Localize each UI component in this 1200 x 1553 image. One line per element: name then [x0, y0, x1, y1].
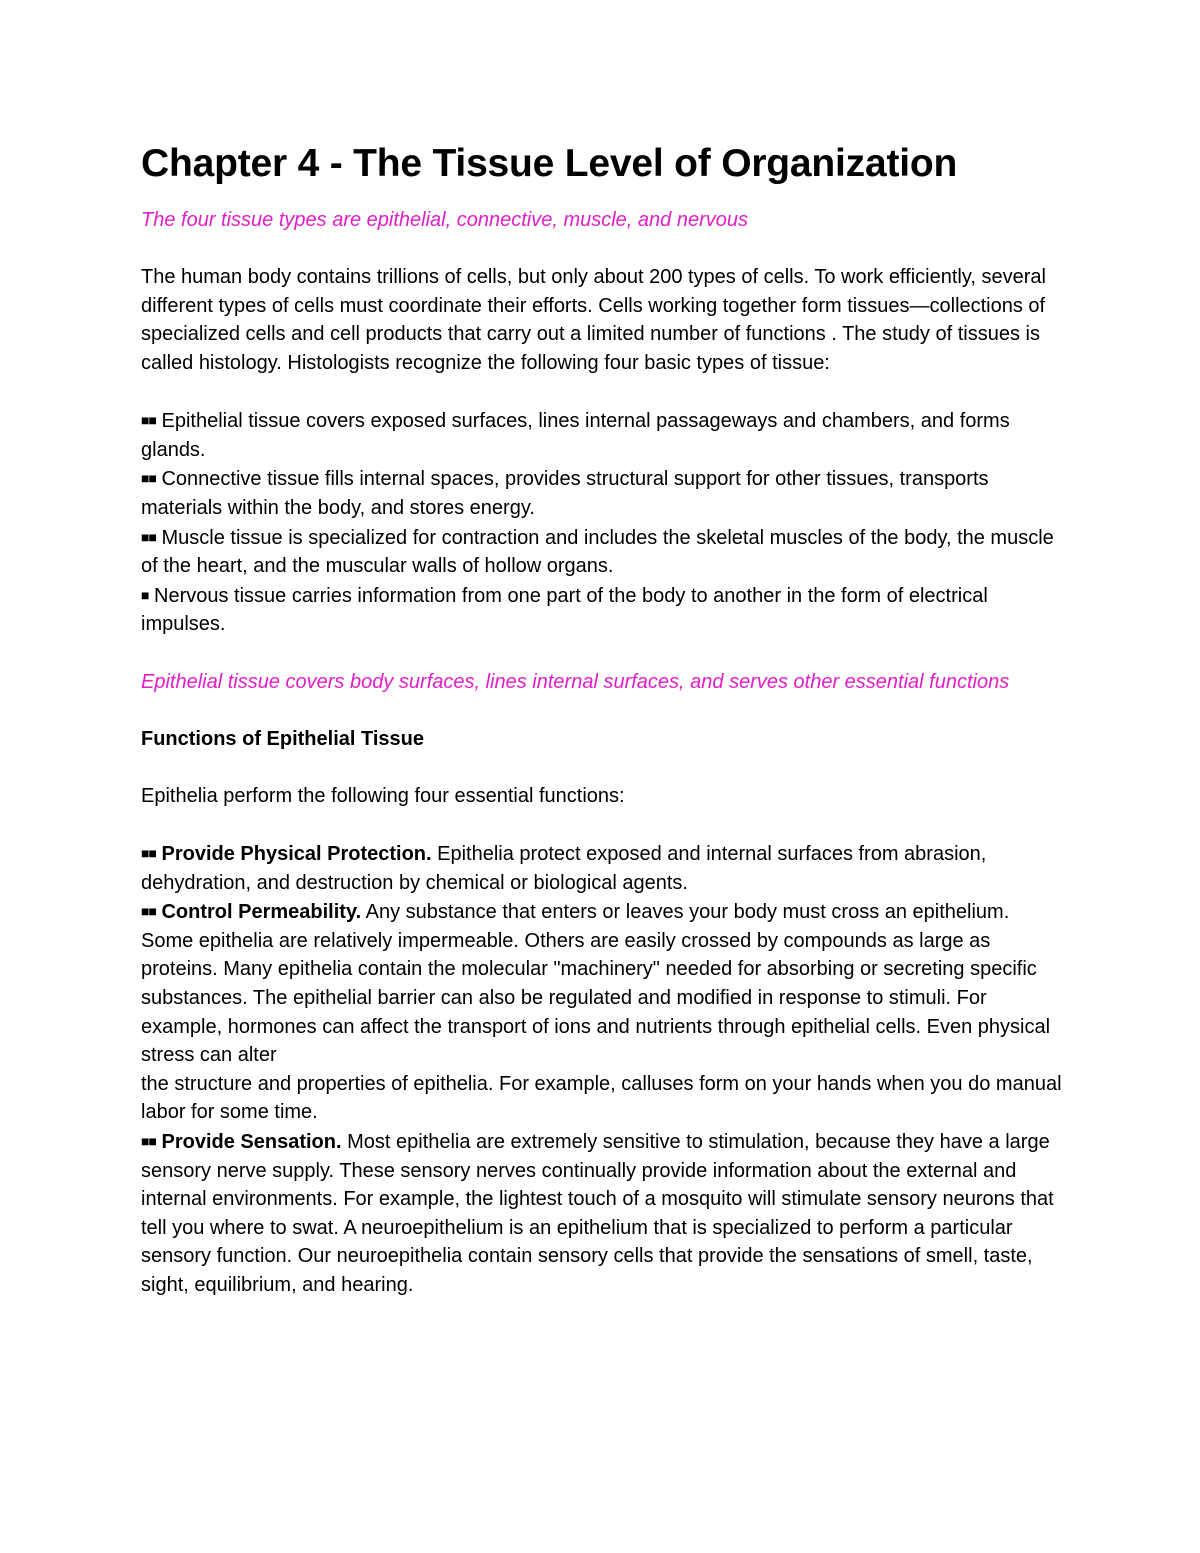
- list-item-text: Most epithelia are extremely sensitive to stimulation, because they have a large sensory nerve supply. These sensory nerves continually provide information about the external and internal environments. For example, the lightest touch of a mosquito will stimulate sensory neurons that tell you where to swat. A neuroepithelium is an epithelium that is specialized to perform a particular sensory function. Our neuroepithelia contain sensory cells that provide the sensations of smell, taste, sight, equilibrium, and hearing.: [141, 1131, 1054, 1296]
- list-item: [141, 839, 1066, 897]
- list-item-continuation: [141, 1070, 1066, 1127]
- section-heading: Functions of Epithelial Tissue: [141, 727, 424, 750]
- function-label: Control Permeability.: [161, 901, 362, 924]
- list-item: [141, 406, 1066, 464]
- spacer: [141, 378, 1066, 407]
- list-item-text: Epithelia protect exposed and internal surfaces from abrasion, dehydration, and destruction by chemical or biological agents.: [141, 843, 987, 894]
- list-item-text: the structure and properties of epithelia. For example, calluses form on your hands when you do manual labor for some time.: [141, 1072, 1062, 1124]
- tissue-types-list: [141, 406, 1066, 639]
- function-label: Provide Sensation.: [161, 1131, 342, 1153]
- bullet-square-icon: ■■: [141, 903, 156, 920]
- function-label: Provide Physical Protection.: [161, 843, 432, 866]
- list-item-text: Epithelial tissue covers exposed surfaces, lines internal passageways and chambers, and forms glands.: [141, 410, 1010, 461]
- subtitle-tissue-types: The four tissue types are epithelial, connective, muscle, and nervous: [141, 209, 748, 231]
- subtitle-epithelial: Epithelial tissue covers body surfaces, lines internal surfaces, and serves other essential functions: [141, 670, 1010, 693]
- bullet-square-icon: ■■: [141, 845, 156, 862]
- list-item: [141, 1127, 1066, 1300]
- list-item: [141, 897, 1066, 1070]
- bullet-square-icon: ■■: [141, 528, 156, 545]
- bullet-square-icon: ■: [141, 586, 149, 603]
- list-item-text: Any substance that enters or leaves your body must cross an epithelium. Some epithelia are relatively impermeable. Others are easily crossed by compounds as large as proteins. Many epithelia contain the molecular "machinery" needed for absorbing or secreting specific substances. The epithelial barrier can also be regulated and modified in response to stimuli. For example, hormones can affect the transport of ions and nutrients through epithelial cells. Even physical stress can alter: [141, 901, 1051, 1067]
- spacer: [141, 639, 1066, 668]
- page-title: Chapter 4 - The Tissue Level of Organization: [141, 142, 958, 185]
- intro-paragraph: The human body contains trillions of cells, but only about 200 types of cells. To work efficiently, several different types of cells must coordinate their efforts. Cells working together form tissues—collections of specialized cells and cell products that carry out a limited number of functions . The study of tissues is called histology. Histologists recognize the following four basic types of tissue:: [141, 266, 1046, 374]
- functions-intro: Epithelia perform the following four essential functions:: [141, 784, 625, 807]
- document-page: [141, 138, 1066, 1300]
- list-item: [141, 581, 1066, 639]
- spacer: [141, 810, 1066, 839]
- functions-list: [141, 839, 1066, 1300]
- bullet-square-icon: ■■: [141, 1133, 156, 1149]
- list-item: [141, 464, 1066, 522]
- spacer: [141, 753, 1066, 782]
- list-item-text: Connective tissue fills internal spaces, provides structural support for other tissues, transports materials within the body, and stores energy.: [141, 468, 989, 519]
- list-item-text: Muscle tissue is specialized for contraction and includes the skeletal muscles of the body, the muscle of the heart, and the muscular walls of hollow organs.: [141, 526, 1054, 578]
- bullet-square-icon: ■■: [141, 412, 156, 429]
- bullet-square-icon: ■■: [141, 470, 156, 487]
- list-item: [141, 523, 1066, 581]
- list-item-text: Nervous tissue carries information from one part of the body to another in the form of electrical impulses.: [141, 584, 988, 636]
